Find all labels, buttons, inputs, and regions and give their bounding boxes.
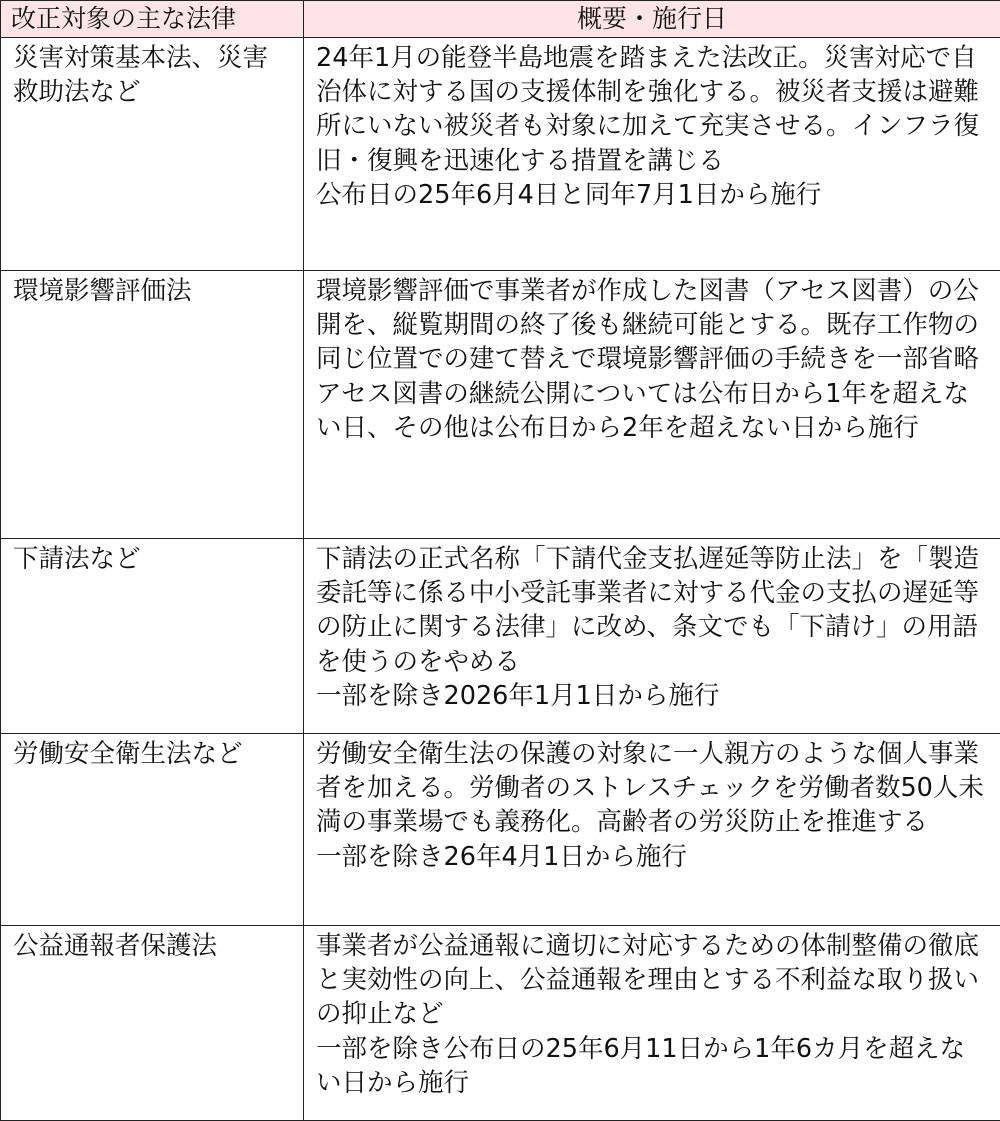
law-name-cell: 災害対策基本法、災害救助法など [1, 38, 304, 271]
summary-text: 下請法の正式名称「下請代金支払遅延等防止法」を「製造委託等に係る中小受託事業者に対する代金の支払の遅延等の防止に関する法律」に改め、条文でも「下請け」の用語を使うのをやめる [316, 542, 990, 679]
table-row [1, 926, 1000, 1121]
law-name-cell: 公益通報者保護法 [1, 926, 304, 1121]
summary-cell [304, 734, 1000, 926]
table-row [1, 38, 1000, 271]
effective-date-text: 一部を除き2026年1月1日から施行 [316, 679, 990, 713]
summary-cell [304, 926, 1000, 1121]
table-header-row [1, 1, 1000, 38]
effective-date-text: 一部を除き26年4月1日から施行 [316, 840, 990, 874]
summary-text: 事業者が公益通報に適切に対応するための体制整備の徹底と実効性の向上、公益通報を理由とする不利益な取り扱いの抑止など [316, 929, 990, 1032]
summary-text: 環境影響評価で事業者が作成した図書（アセス図書）の公開を、縦覧期間の終了後も継続可能とする。既存工作物の同じ位置での建て替えで環境影響評価の手続きを一部省略 [316, 274, 990, 377]
summary-cell [304, 38, 1000, 271]
summary-cell [304, 539, 1000, 734]
law-name-cell: 下請法など [1, 539, 304, 734]
table-row [1, 734, 1000, 926]
effective-date-text: 公布日の25年6月4日と同年7月1日から施行 [316, 178, 990, 212]
effective-date-text: アセス図書の継続公開については公布日から1年を超えない日、その他は公布日から2年を超えない日から施行 [316, 377, 990, 445]
header-summary-column: 概要・施行日 [304, 1, 1000, 38]
law-name-cell: 環境影響評価法 [1, 271, 304, 539]
effective-date-text: 一部を除き公布日の25年6月11日から1年6カ月を超えない日から施行 [316, 1032, 990, 1100]
summary-text: 労働安全衛生法の保護の対象に一人親方のような個人事業者を加える。労働者のストレスチェックを労働者数50人未満の事業場でも義務化。高齢者の労災防止を推進する [316, 737, 990, 840]
header-law-column: 改正対象の主な法律 [1, 1, 304, 38]
table-row [1, 271, 1000, 539]
summary-text: 24年1月の能登半島地震を踏まえた法改正。災害対応で自治体に対する国の支援体制を強化する。被災者支援は避難所にいない被災者も対象に加えて充実させる。インフラ復旧・復興を迅速化する措置を講じる [316, 41, 990, 178]
table-row [1, 539, 1000, 734]
law-name-cell: 労働安全衛生法など [1, 734, 304, 926]
summary-cell [304, 271, 1000, 539]
